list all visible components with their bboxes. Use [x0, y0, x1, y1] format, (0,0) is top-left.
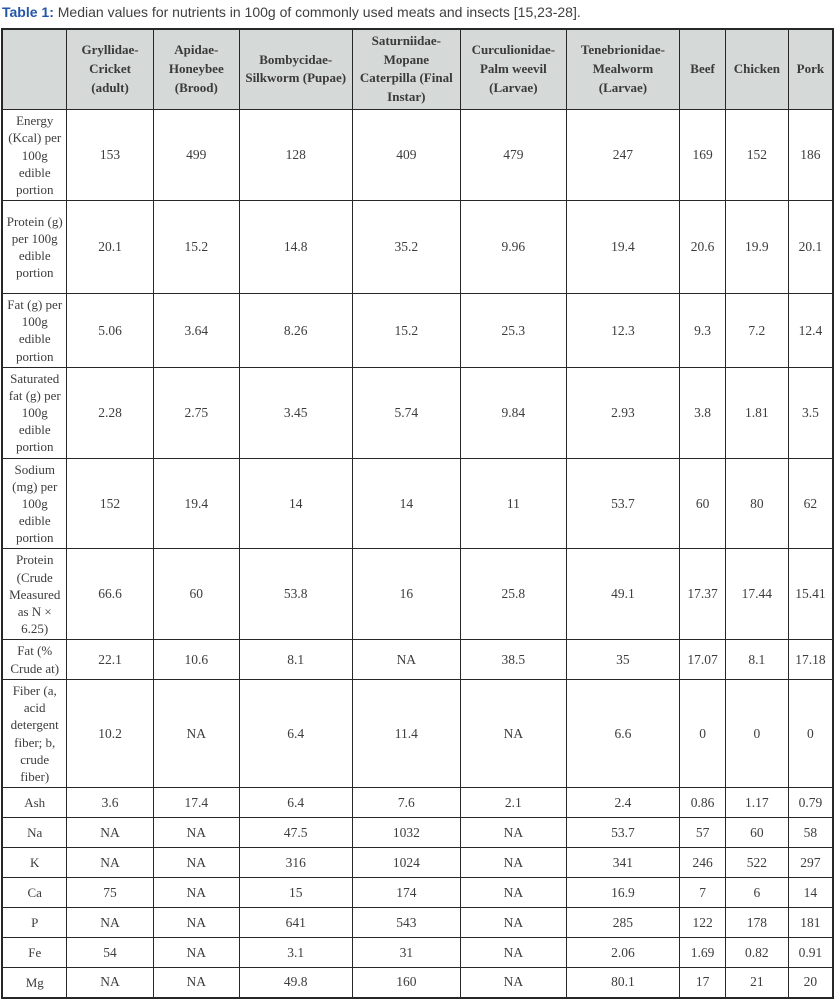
table-cell: 0	[725, 680, 788, 788]
table-cell: 12.4	[788, 294, 833, 368]
table-cell: 178	[725, 908, 788, 938]
row-label: Protein (Crude Measured as N × 6.25)	[2, 549, 67, 640]
table-cell: 152	[67, 458, 153, 549]
table-cell: 19.4	[153, 458, 239, 549]
table-cell: 35	[566, 640, 680, 680]
table-cell: NA	[153, 968, 239, 998]
table-row	[2, 938, 833, 968]
table-cell: 0.86	[680, 788, 726, 818]
table-cell: 153	[67, 110, 153, 201]
table-cell: 3.1	[239, 938, 352, 968]
table-cell: 122	[680, 908, 726, 938]
table-cell: 19.9	[725, 201, 788, 294]
table-cell: 8.1	[725, 640, 788, 680]
table-row	[2, 640, 833, 680]
table-cell: NA	[461, 938, 567, 968]
row-label: Ash	[2, 788, 67, 818]
table-head	[2, 29, 833, 110]
row-label: Energy (Kcal) per 100g edible portion	[2, 110, 67, 201]
table-cell: 522	[725, 848, 788, 878]
table-cell: 6.4	[239, 788, 352, 818]
table-row	[2, 549, 833, 640]
table-cell: 60	[680, 458, 726, 549]
table-cell: 479	[461, 110, 567, 201]
table-cell: 60	[153, 549, 239, 640]
table-cell: NA	[153, 878, 239, 908]
table-cell: 49.8	[239, 968, 352, 998]
table-caption-text: Median values for nutrients in 100g of commonly used meats and insects [15,23-28].	[53, 4, 581, 20]
table-cell: 60	[725, 818, 788, 848]
table-cell: 3.64	[153, 294, 239, 368]
column-header: Apidae-Honeybee (Brood)	[153, 29, 239, 110]
table-cell: 80.1	[566, 968, 680, 998]
table-cell: 20.1	[67, 201, 153, 294]
table-cell: 21	[725, 968, 788, 998]
table-cell: 6	[725, 878, 788, 908]
table-cell: 15.2	[153, 201, 239, 294]
table-cell: 20.1	[788, 201, 833, 294]
table-cell: 0	[680, 680, 726, 788]
table-cell: 14	[352, 458, 461, 549]
table-cell: NA	[153, 908, 239, 938]
row-label: Saturated fat (g) per 100g edible portion	[2, 367, 67, 458]
table-row	[2, 201, 833, 294]
table-cell: 15	[239, 878, 352, 908]
table-cell: 16	[352, 549, 461, 640]
table-row	[2, 818, 833, 848]
table-body	[2, 110, 833, 998]
table-cell: 19.4	[566, 201, 680, 294]
table-cell: 8.1	[239, 640, 352, 680]
column-header	[2, 29, 67, 110]
table-cell: 54	[67, 938, 153, 968]
column-header: Bombycidae-Silkworm (Pupae)	[239, 29, 352, 110]
table-cell: 25.3	[461, 294, 567, 368]
table-cell: 316	[239, 848, 352, 878]
table-cell: NA	[153, 680, 239, 788]
table-cell: 2.28	[67, 367, 153, 458]
table-cell: 47.5	[239, 818, 352, 848]
table-cell: 8.26	[239, 294, 352, 368]
table-cell: 9.96	[461, 201, 567, 294]
table-cell: 10.6	[153, 640, 239, 680]
table-cell: 0.82	[725, 938, 788, 968]
table-cell: NA	[153, 848, 239, 878]
table-cell: 128	[239, 110, 352, 201]
table-cell: 62	[788, 458, 833, 549]
table-caption-label: Table 1:	[2, 4, 54, 20]
table-cell: 66.6	[67, 549, 153, 640]
table-cell: 49.1	[566, 549, 680, 640]
table-cell: 174	[352, 878, 461, 908]
table-cell: 247	[566, 110, 680, 201]
table-cell: 297	[788, 848, 833, 878]
table-cell: 9.84	[461, 367, 567, 458]
table-cell: 3.45	[239, 367, 352, 458]
table-cell: 1.81	[725, 367, 788, 458]
table-cell: 0	[788, 680, 833, 788]
table-cell: 17.44	[725, 549, 788, 640]
table-cell: 16.9	[566, 878, 680, 908]
table-cell: 6.4	[239, 680, 352, 788]
table-cell: 246	[680, 848, 726, 878]
table-cell: 499	[153, 110, 239, 201]
table-cell: 53.7	[566, 818, 680, 848]
table-cell: 1.17	[725, 788, 788, 818]
table-cell: 3.5	[788, 367, 833, 458]
row-label: Na	[2, 818, 67, 848]
table-cell: 181	[788, 908, 833, 938]
table-cell: 17.18	[788, 640, 833, 680]
table-cell: 409	[352, 110, 461, 201]
table-row	[2, 788, 833, 818]
table-row	[2, 294, 833, 368]
table-cell: 14.8	[239, 201, 352, 294]
table-cell: 75	[67, 878, 153, 908]
table-cell: 2.1	[461, 788, 567, 818]
table-cell: 9.3	[680, 294, 726, 368]
table-caption	[2, 4, 834, 21]
table-cell: 53.7	[566, 458, 680, 549]
table-cell: NA	[461, 908, 567, 938]
table-row	[2, 908, 833, 938]
row-label: Ca	[2, 878, 67, 908]
table-cell: 38.5	[461, 640, 567, 680]
row-label: Fat (% Crude at)	[2, 640, 67, 680]
table-cell: 14	[239, 458, 352, 549]
table-cell: 160	[352, 968, 461, 998]
table-cell: 20	[788, 968, 833, 998]
table-cell: 80	[725, 458, 788, 549]
table-cell: NA	[461, 818, 567, 848]
table-cell: 53.8	[239, 549, 352, 640]
table-cell: 6.6	[566, 680, 680, 788]
table-cell: 1032	[352, 818, 461, 848]
table-cell: NA	[67, 818, 153, 848]
table-cell: 5.74	[352, 367, 461, 458]
column-header: Saturniidae-Mopane Caterpilla (Final Instar)	[352, 29, 461, 110]
table-row	[2, 367, 833, 458]
table-cell: 0.79	[788, 788, 833, 818]
table-cell: NA	[461, 848, 567, 878]
table-cell: NA	[352, 640, 461, 680]
table-cell: 10.2	[67, 680, 153, 788]
table-cell: NA	[461, 878, 567, 908]
table-cell: 12.3	[566, 294, 680, 368]
table-cell: 20.6	[680, 201, 726, 294]
table-cell: NA	[461, 968, 567, 998]
table-cell: 2.93	[566, 367, 680, 458]
table-row	[2, 968, 833, 998]
column-header: Curculionidae-Palm weevil (Larvae)	[461, 29, 567, 110]
table-cell: NA	[461, 680, 567, 788]
column-header: Pork	[788, 29, 833, 110]
table-cell: 17	[680, 968, 726, 998]
table-cell: NA	[153, 818, 239, 848]
table-row	[2, 878, 833, 908]
nutrients-table	[1, 28, 834, 999]
row-label: Sodium (mg) per 100g edible portion	[2, 458, 67, 549]
table-header-row	[2, 29, 833, 110]
column-header: Chicken	[725, 29, 788, 110]
table-row	[2, 848, 833, 878]
table-cell: 1024	[352, 848, 461, 878]
row-label: K	[2, 848, 67, 878]
table-cell: 57	[680, 818, 726, 848]
table-cell: 17.37	[680, 549, 726, 640]
table-cell: NA	[67, 908, 153, 938]
table-cell: 25.8	[461, 549, 567, 640]
table-cell: 14	[788, 878, 833, 908]
row-label: Fe	[2, 938, 67, 968]
column-header: Gryllidae-Cricket (adult)	[67, 29, 153, 110]
table-cell: 11	[461, 458, 567, 549]
table-row	[2, 458, 833, 549]
table-cell: 17.07	[680, 640, 726, 680]
table-cell: 15.41	[788, 549, 833, 640]
table-cell: 341	[566, 848, 680, 878]
table-row	[2, 110, 833, 201]
table-cell: 35.2	[352, 201, 461, 294]
table-cell: 58	[788, 818, 833, 848]
table-cell: NA	[67, 968, 153, 998]
table-cell: 7.6	[352, 788, 461, 818]
table-cell: 7	[680, 878, 726, 908]
table-cell: 2.4	[566, 788, 680, 818]
row-label: Mg	[2, 968, 67, 998]
table-cell: 2.06	[566, 938, 680, 968]
table-cell: 5.06	[67, 294, 153, 368]
row-label: Fiber (a, acid detergent fiber; b, crude fiber)	[2, 680, 67, 788]
table-cell: 31	[352, 938, 461, 968]
table-cell: 152	[725, 110, 788, 201]
table-cell: 641	[239, 908, 352, 938]
table-cell: 22.1	[67, 640, 153, 680]
column-header: Beef	[680, 29, 726, 110]
table-cell: NA	[67, 848, 153, 878]
table-cell: NA	[153, 938, 239, 968]
table-cell: 186	[788, 110, 833, 201]
table-cell: 0.91	[788, 938, 833, 968]
table-cell: 3.8	[680, 367, 726, 458]
row-label: Protein (g) per 100g edible portion	[2, 201, 67, 294]
table-cell: 285	[566, 908, 680, 938]
column-header: Tenebrionidae-Mealworm (Larvae)	[566, 29, 680, 110]
table-row	[2, 680, 833, 788]
row-label: Fat (g) per 100g edible portion	[2, 294, 67, 368]
table-cell: 3.6	[67, 788, 153, 818]
table-cell: 543	[352, 908, 461, 938]
table-cell: 15.2	[352, 294, 461, 368]
table-cell: 17.4	[153, 788, 239, 818]
row-label: P	[2, 908, 67, 938]
table-cell: 2.75	[153, 367, 239, 458]
table-cell: 11.4	[352, 680, 461, 788]
table-cell: 1.69	[680, 938, 726, 968]
table-cell: 169	[680, 110, 726, 201]
table-cell: 7.2	[725, 294, 788, 368]
